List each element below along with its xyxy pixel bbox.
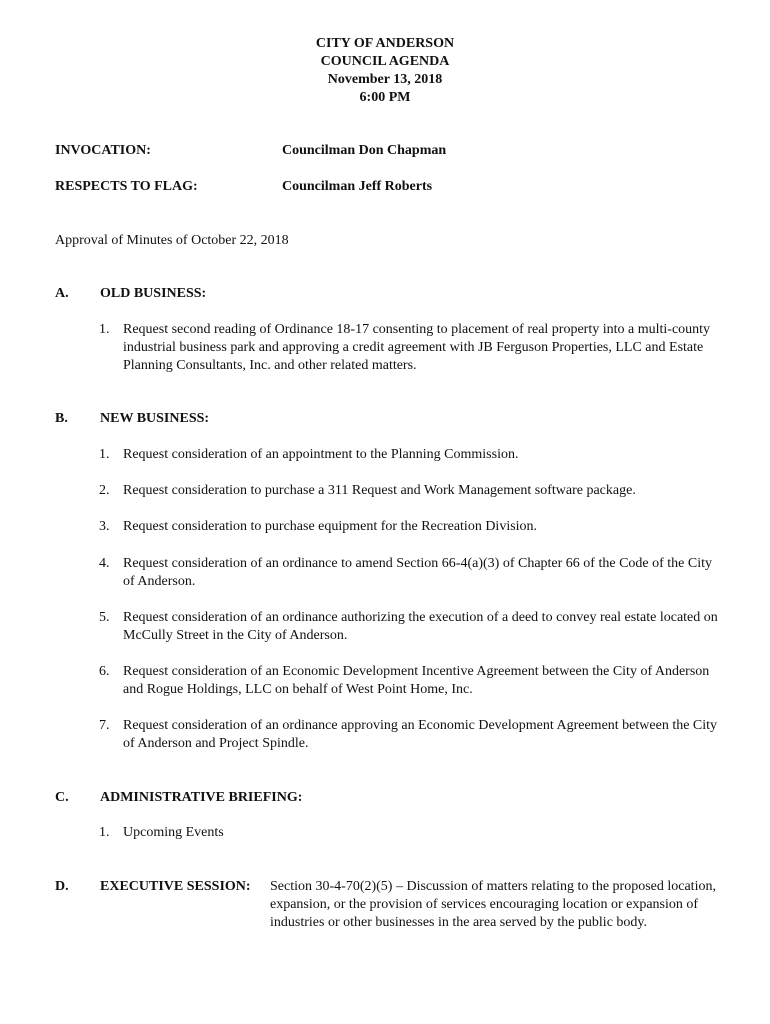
item-number: 3. [99,519,110,534]
section-letter: D. [55,879,69,894]
item-number: 6. [99,664,110,679]
item-number: 2. [99,483,110,498]
agenda-header [0,35,770,107]
item-text: Request consideration of an ordinance authorizing the execution of a deed to convey real estate located on McCully Street in the City of Anderson. [123,610,718,643]
item-number: 7. [99,718,110,733]
item-text: Request consideration of an Economic Development Incentive Agreement between the City of Anderson and Rogue Holdings, LLC on behalf of West Point Home, Inc. [123,664,710,697]
meeting-time: 6:00 PM [359,90,411,105]
item-text: Request consideration to purchase a 311 Request and Work Management software package. [123,483,636,498]
section-title: EXECUTIVE SESSION: [100,879,251,894]
section-letter: B. [55,411,68,426]
invocation-label: INVOCATION: [55,143,151,158]
item-text: Request second reading of Ordinance 18-17 consenting to placement of real property into a multi-county industrial business park and approving a credit agreement with JB Ferguson Properties, LLC and Estate Planning Consultants, Inc. and other related matters. [123,322,711,373]
invocation-value: Councilman Don Chapman [282,143,447,158]
item-number: 1. [99,322,110,337]
item-number: 4. [99,556,110,571]
respects-label: RESPECTS TO FLAG: [55,179,198,194]
item-text: Request consideration of an ordinance to amend Section 66-4(a)(3) of Chapter 66 of the Code of the City of Anderson. [123,556,712,589]
item-text: Request consideration of an appointment to the Planning Commission. [123,447,519,462]
item-text: Request consideration of an ordinance approving an Economic Development Agreement between the City of Anderson and Project Spindle. [123,718,718,751]
item-number: 1. [99,825,110,840]
item-number: 5. [99,610,110,625]
section-letter: A. [55,286,69,301]
item-text: Upcoming Events [123,825,224,840]
executive-session-text: Section 30-4-70(2)(5) – Discussion of matters relating to the proposed location, expansion, or the provision of services encouraging location or expansion of industries or other businesses in the area served by the public body. [270,879,716,930]
minutes-approval: Approval of Minutes of October 22, 2018 [55,233,289,248]
item-text: Request consideration to purchase equipment for the Recreation Division. [123,519,538,534]
section-title: ADMINISTRATIVE BRIEFING: [100,790,303,805]
meeting-date: November 13, 2018 [327,72,443,87]
section-letter: C. [55,790,69,805]
section-title: OLD BUSINESS: [100,286,207,301]
section-title: NEW BUSINESS: [100,411,210,426]
item-number: 1. [99,447,110,462]
respects-value: Councilman Jeff Roberts [282,179,433,194]
city-name: CITY OF ANDERSON [315,36,455,51]
agenda-title: COUNCIL AGENDA [320,54,450,69]
